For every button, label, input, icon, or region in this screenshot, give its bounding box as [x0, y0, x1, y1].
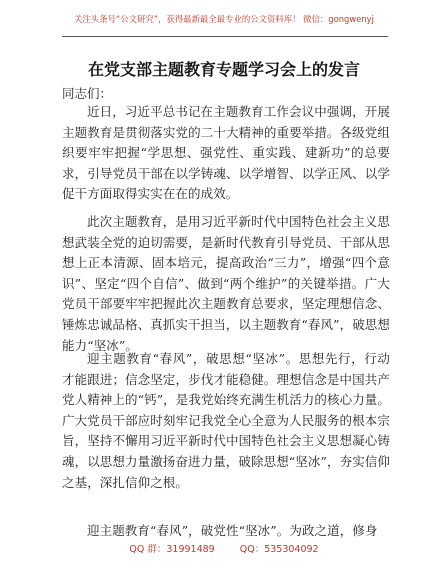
footer-contacts — [0, 541, 448, 555]
header-divider — [62, 36, 388, 37]
paragraph: 此次主题教育，是用习近平新时代中国特色社会主义思想武装全党的迫切需要，是新时代教育引导党员、干部从思想上正本清源、固本培元，提高政治“三力”，增强“四个意识”、坚定“四个自信”、做到“两个维护”的关键举措。广大党员干部要牢牢把握此次主题教育总要求，坚定理想信念、锤炼忠诚品格、真抓实干担当，以主题教育“春风”，破思想能力“坚冰”。 — [62, 214, 390, 353]
salutation: 同志们： — [62, 86, 113, 101]
paragraph: 迎主题教育“春风”，破党性“坚冰”。为政之道，修身 — [87, 523, 378, 538]
footer-qq-group: QQ 群：31991489 — [129, 544, 215, 555]
footer-qq: QQ：535304092 — [239, 544, 319, 555]
paragraph: 近日，习近平总书记在主题教育工作会议中强调，开展主题教育是贯彻落实党的二十大精神的重要举措。各级党组织要牢牢把握“学思想、强党性、重实践、建新功”的总要求，引导党员干部在以学铸魂、以学增智、以学正风、以学促干方面取得实实在在的成效。 — [62, 104, 390, 202]
document-title: 在党支部主题教育专题学习会上的发言 — [87, 60, 360, 79]
paragraph: 迎主题教育“春风”，破思想“坚冰”。思想先行，行动才能跟进；信念坚定，步伐才能稳健。理想信念是中国共产党人精神上的“钙”，是我党始终充满生机活力的核心力量。广大党员干部应时刻牢记我党全心全意为人民服务的根本宗旨，坚持不懈用习近平新时代中国特色社会主义思想凝心铸魂，以思想力量激扬奋进力量，破除思想“坚冰”，夯实信仰之基，深扎信仰之根。 — [62, 351, 390, 490]
header-banner: 关注头条号“公文研究”，获得最新最全最专业的公文资料库！ 微信：gongwenyj — [74, 14, 374, 24]
